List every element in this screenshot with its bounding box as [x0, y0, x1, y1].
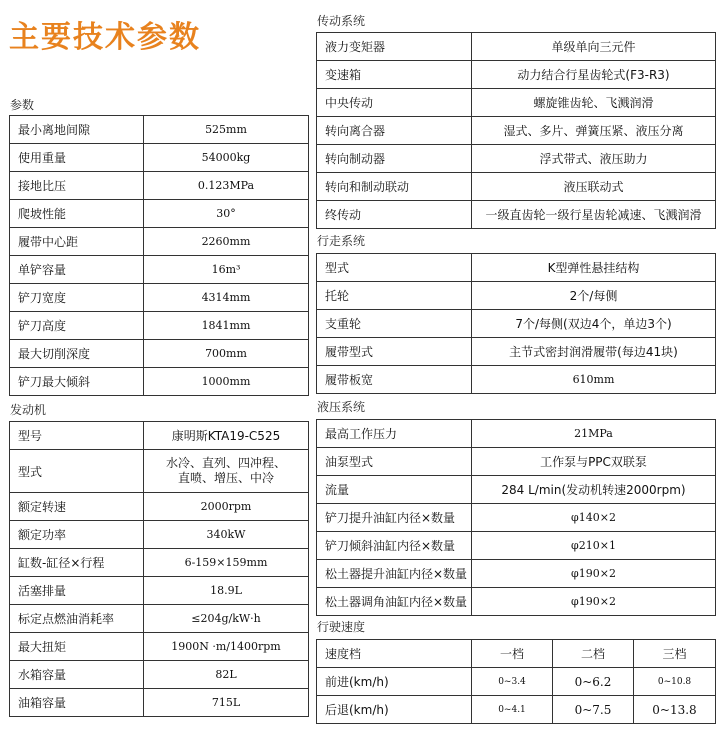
row-label: 转向制动器: [317, 145, 472, 173]
row-value: 82L: [144, 661, 309, 689]
table-row: [317, 366, 716, 394]
row-value: 16m³: [144, 256, 309, 284]
table-row: [10, 577, 309, 605]
row-label: 履带型式: [317, 338, 472, 366]
row-value: 0~13.8: [634, 696, 716, 724]
row-label: 终传动: [317, 201, 472, 229]
row-label: 后退(km/h): [317, 696, 472, 724]
section-title-transmission: 传动系统: [317, 14, 366, 28]
row-label: 铲刀最大倾斜: [10, 368, 144, 396]
table-row: [10, 549, 309, 577]
table-row: [10, 422, 309, 450]
column-header: 速度档: [317, 640, 472, 668]
row-label: 流量: [317, 476, 472, 504]
row-value: φ190×2: [472, 560, 716, 588]
row-label: 型式: [317, 254, 472, 282]
row-value: 0~4.1: [472, 696, 553, 724]
table-row: [317, 338, 716, 366]
row-label: 前进(km/h): [317, 668, 472, 696]
row-value: 6-159×159mm: [144, 549, 309, 577]
row-label: 铲刀提升油缸内径×数量: [317, 504, 472, 532]
table-row: [10, 661, 309, 689]
row-value: 4314mm: [144, 284, 309, 312]
row-value: 1000mm: [144, 368, 309, 396]
row-value: 主节式密封润滑履带(每边41块): [472, 338, 716, 366]
row-label: 缸数-缸径×行程: [10, 549, 144, 577]
engine-table: [9, 421, 309, 717]
row-label: 托轮: [317, 282, 472, 310]
table-row: [10, 172, 309, 200]
row-value: ≤204g/kW·h: [144, 605, 309, 633]
table-row: [317, 282, 716, 310]
table-row: [10, 200, 309, 228]
row-value: 0~10.8: [634, 668, 716, 696]
row-label: 松土器调角油缸内径×数量: [317, 588, 472, 616]
column-header: 二档: [553, 640, 634, 668]
section-title-engine: 发动机: [10, 403, 47, 417]
walking-table: [316, 253, 716, 394]
table-row: [10, 450, 309, 493]
params-table: [9, 115, 309, 396]
row-label: 中央传动: [317, 89, 472, 117]
row-value: 54000kg: [144, 144, 309, 172]
table-row: [317, 33, 716, 61]
row-value: 700mm: [144, 340, 309, 368]
row-label: 履带中心距: [10, 228, 144, 256]
row-value: 湿式、多片、弹簧压紧、液压分离: [472, 117, 716, 145]
row-label: 最大切削深度: [10, 340, 144, 368]
row-value: 一级直齿轮一级行星齿轮减速、飞溅润滑: [472, 201, 716, 229]
row-value: 0~7.5: [553, 696, 634, 724]
row-label: 转向离合器: [317, 117, 472, 145]
table-row: [317, 310, 716, 338]
row-value: 610mm: [472, 366, 716, 394]
row-label: 支重轮: [317, 310, 472, 338]
hydraulic-table: [316, 419, 716, 616]
row-value: 螺旋锥齿轮、飞溅润滑: [472, 89, 716, 117]
row-label: 油箱容量: [10, 689, 144, 717]
section-title-params: 参数: [10, 98, 35, 112]
row-value: 动力结合行星齿轮式(F3-R3): [472, 61, 716, 89]
speed-table: [316, 639, 716, 724]
row-label: 油泵型式: [317, 448, 472, 476]
row-label: 接地比压: [10, 172, 144, 200]
row-value: 2000rpm: [144, 493, 309, 521]
table-row: [317, 448, 716, 476]
column-header: 三档: [634, 640, 716, 668]
row-label: 爬坡性能: [10, 200, 144, 228]
row-value: 工作泵与PPC双联泵: [472, 448, 716, 476]
row-value: φ210×1: [472, 532, 716, 560]
row-label: 标定点燃油消耗率: [10, 605, 144, 633]
table-row: [317, 476, 716, 504]
table-row: [317, 117, 716, 145]
table-row: [317, 696, 716, 724]
table-row: [317, 61, 716, 89]
row-value: 21MPa: [472, 420, 716, 448]
table-row: [317, 560, 716, 588]
row-label: 履带板宽: [317, 366, 472, 394]
row-value: 284 L/min(发动机转速2000rpm): [472, 476, 716, 504]
row-label: 液力变矩器: [317, 33, 472, 61]
row-value: 30°: [144, 200, 309, 228]
row-value: 0~3.4: [472, 668, 553, 696]
row-value: 单级单向三元件: [472, 33, 716, 61]
table-row: [317, 420, 716, 448]
row-label: 铲刀宽度: [10, 284, 144, 312]
row-value: 浮式带式、液压助力: [472, 145, 716, 173]
row-label: 水箱容量: [10, 661, 144, 689]
row-label: 型号: [10, 422, 144, 450]
table-header-row: [317, 640, 716, 668]
table-row: [317, 254, 716, 282]
table-row: [10, 312, 309, 340]
row-label: 活塞排量: [10, 577, 144, 605]
row-value: φ140×2: [472, 504, 716, 532]
row-label: 型式: [10, 450, 144, 493]
table-row: [317, 173, 716, 201]
row-label: 额定功率: [10, 521, 144, 549]
row-value: 0~6.2: [553, 668, 634, 696]
row-value: 1841mm: [144, 312, 309, 340]
row-value: 1900N ·m/1400rpm: [144, 633, 309, 661]
section-title-speed: 行驶速度: [317, 620, 366, 634]
row-value: 18.9L: [144, 577, 309, 605]
transmission-table: [316, 32, 716, 229]
table-row: [10, 633, 309, 661]
row-value: 2个/每侧: [472, 282, 716, 310]
table-row: [10, 256, 309, 284]
row-label: 变速箱: [317, 61, 472, 89]
table-row: [317, 504, 716, 532]
table-row: [10, 144, 309, 172]
table-row: [10, 368, 309, 396]
row-value: 2260mm: [144, 228, 309, 256]
table-row: [317, 89, 716, 117]
section-title-hydraulic: 液压系统: [317, 400, 366, 414]
row-value: 7个/每侧(双边4个，单边3个): [472, 310, 716, 338]
row-value: 525mm: [144, 116, 309, 144]
row-value: K型弹性悬挂结构: [472, 254, 716, 282]
table-row: [10, 228, 309, 256]
page-title: 主要技术参数: [9, 20, 201, 55]
row-label: 最高工作压力: [317, 420, 472, 448]
row-value: φ190×2: [472, 588, 716, 616]
table-row: [10, 689, 309, 717]
table-row: [317, 145, 716, 173]
row-label: 最小离地间隙: [10, 116, 144, 144]
row-value: 水冷、直列、四冲程、直喷、增压、中冷: [144, 450, 309, 493]
column-header: 一档: [472, 640, 553, 668]
row-label: 额定转速: [10, 493, 144, 521]
table-row: [10, 493, 309, 521]
row-value: 液压联动式: [472, 173, 716, 201]
table-row: [10, 284, 309, 312]
row-label: 使用重量: [10, 144, 144, 172]
row-label: 最大扭矩: [10, 633, 144, 661]
table-row: [317, 668, 716, 696]
row-value: 康明斯KTA19-C525: [144, 422, 309, 450]
row-label: 转向和制动联动: [317, 173, 472, 201]
row-value: 340kW: [144, 521, 309, 549]
row-label: 单铲容量: [10, 256, 144, 284]
row-label: 铲刀高度: [10, 312, 144, 340]
table-row: [10, 116, 309, 144]
table-row: [10, 521, 309, 549]
row-value: 0.123MPa: [144, 172, 309, 200]
table-row: [317, 532, 716, 560]
row-value: 715L: [144, 689, 309, 717]
table-row: [317, 588, 716, 616]
table-row: [317, 201, 716, 229]
row-label: 铲刀倾斜油缸内径×数量: [317, 532, 472, 560]
row-label: 松土器提升油缸内径×数量: [317, 560, 472, 588]
table-row: [10, 340, 309, 368]
table-row: [10, 605, 309, 633]
section-title-walking: 行走系统: [317, 234, 366, 248]
